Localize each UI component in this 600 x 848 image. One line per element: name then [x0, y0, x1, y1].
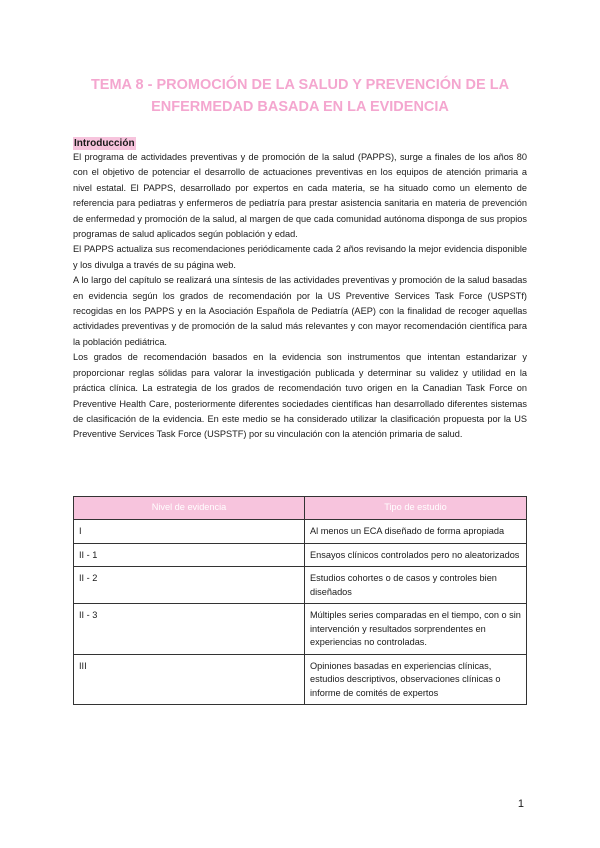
chapter-title-line-2: ENFERMEDAD BASADA EN LA EVIDENCIA	[151, 99, 449, 115]
cell-level: II - 3	[74, 604, 305, 655]
table-header-row	[74, 497, 527, 520]
paragraph: A lo largo del capítulo se realizará una síntesis de las actividades preventivas y promoción de la salud basadas en evidencia según los grados de recomendación por la US Preventive Services Task Force (USPSTf) recogidas en los PAPPS y en la Asociación Española de Pediatría (AEP) con la finalidad de recoger aquellas actividades preventivas y de promoción de la salud más relevantes y con mayor recomendación científica para la población pediátrica.	[73, 275, 527, 347]
page-number: 1	[517, 798, 524, 810]
chapter-title	[70, 74, 530, 118]
paragraph: El PAPPS actualiza sus recomendaciones periódicamente cada 2 años revisando la mejor evidencia disponible y los divulga a través de su página web.	[73, 244, 527, 270]
evidence-levels-table	[73, 496, 527, 705]
cell-study: Estudios cohortes o de casos y controles bien diseñados	[305, 567, 527, 604]
section-heading: Introducción	[74, 138, 135, 149]
cell-study: Múltiples series comparadas en el tiempo, con o sin intervención y resultados sorprendentes en experiencias no controladas.	[305, 604, 527, 655]
header-study-type: Tipo de estudio	[305, 497, 527, 520]
table-row	[74, 543, 527, 567]
body-text	[73, 150, 527, 443]
table-row	[74, 654, 527, 705]
cell-study: Ensayos clínicos controlados pero no aleatorizados	[305, 543, 527, 567]
cell-level: II - 2	[74, 567, 305, 604]
cell-study: Opiniones basadas en experiencias clínicas, estudios descriptivos, observaciones clínicas o informe de comités de expertos	[305, 654, 527, 705]
table-row	[74, 604, 527, 655]
chapter-title-line-1: TEMA 8 - PROMOCIÓN DE LA SALUD Y PREVENCIÓN DE LA	[90, 77, 510, 93]
cell-study: Al menos un ECA diseñado de forma apropiada	[305, 520, 527, 544]
paragraph: El programa de actividades preventivas y de promoción de la salud (PAPPS), surge a finales de los años 80 con el objetivo de potenciar el desarrollo de actuaciones preventivas en los equipos de atención primaria a nivel estatal. El PAPPS, desarrollado por expertos en cada materia, se ha situado como un elemento de referencia para pediatras y enfermeros de pediatría para prestar asistencia sanitaria en materia de prevención de enfermedad y promoción de la salud, al margen de que cada comunidad autónoma disponga de sus propios programas de salud aplicados según población y edad.	[73, 152, 527, 240]
cell-level: II - 1	[74, 543, 305, 567]
paragraph: Los grados de recomendación basados en la evidencia son instrumentos que intentan estandarizar y proporcionar reglas sólidas para valorar la investigación publicada y determinar su validez y utilidad en la práctica clínica. La estrategia de los grados de recomendación tuvo origen en la Canadian Task Force on Preventive Health Care, posteriormente diferentes sociedades científicas han desarrollado diferentes sistemas de clasificación de la evidencia. En este medio se ha considerado utilizar la clasificación propuesta por la US Preventive Services Task Force (USPSTF) por su vinculación con la atención primaria de salud.	[73, 352, 527, 440]
table-row	[74, 567, 527, 604]
cell-level: III	[74, 654, 305, 705]
cell-level: I	[74, 520, 305, 544]
header-evidence-level: Nivel de evidencia	[74, 497, 305, 520]
table-row	[74, 520, 527, 544]
